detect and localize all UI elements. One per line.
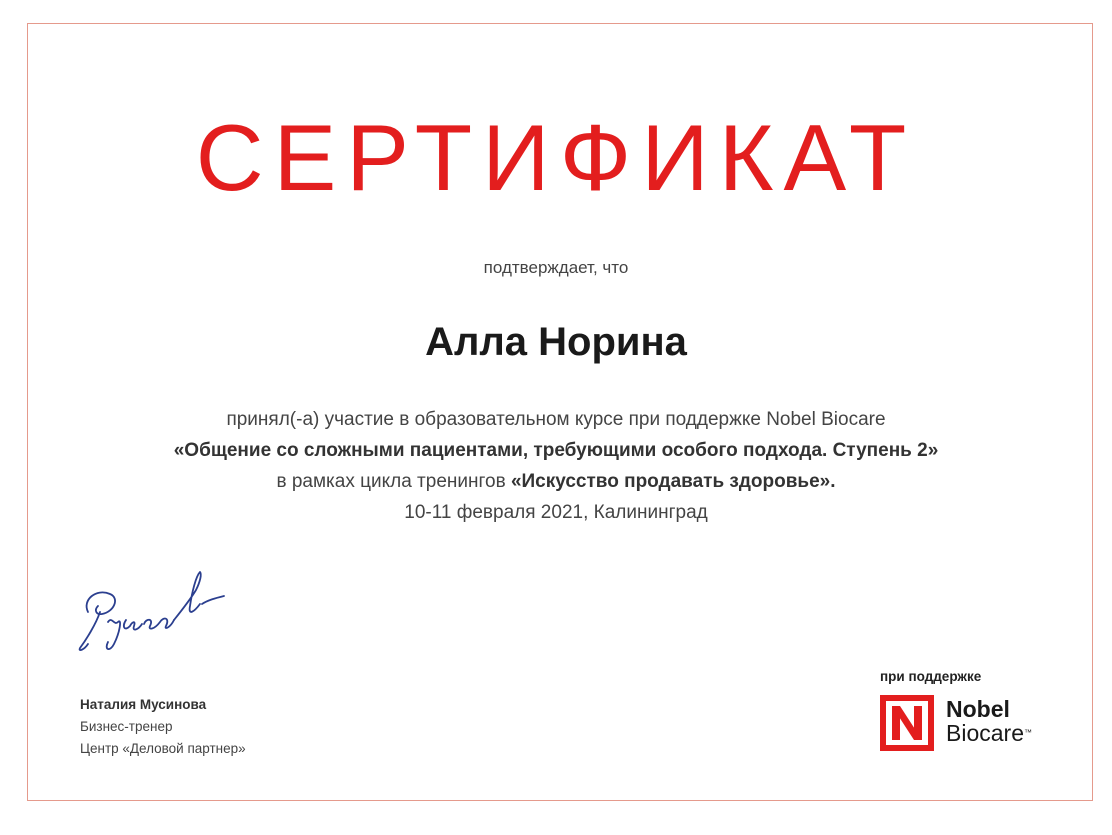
course-title: «Общение со сложными пациентами, требующими особого подхода. Ступень 2» [173, 440, 939, 461]
signature-image [74, 560, 244, 660]
support-label: при поддержке [880, 669, 982, 684]
nobel-biocare-mark-icon [880, 695, 934, 751]
logo-line-biocare [946, 721, 1032, 745]
participation-line: принял(-а) участие в образовательном курсе при поддержке Nobel Biocare [226, 409, 886, 430]
certificate-body [0, 404, 1112, 528]
signer-org: Центр «Деловой партнер» [80, 741, 246, 756]
recipient-name: Алла Норина [425, 320, 687, 364]
logo-biocare-text: Biocare [946, 720, 1024, 746]
certificate-title: СЕРТИФИКАТ [195, 105, 917, 210]
cycle-prefix: в рамках цикла тренингов [276, 471, 511, 492]
date-place: 10-11 февраля 2021, Калининград [404, 502, 708, 523]
confirms-text: подтверждает, что [483, 258, 629, 277]
signer-name: Наталия Мусинова [80, 697, 207, 712]
signer-block [80, 694, 246, 760]
cycle-line [0, 466, 1112, 497]
logo-line-nobel: Nobel [946, 696, 1010, 722]
nobel-biocare-logo [880, 695, 1070, 755]
signer-role: Бизнес-тренер [80, 719, 173, 734]
cycle-title: «Искусство продавать здоровье». [510, 471, 836, 492]
trademark-symbol: ™ [1023, 728, 1032, 737]
logo-wordmark [946, 697, 1032, 745]
